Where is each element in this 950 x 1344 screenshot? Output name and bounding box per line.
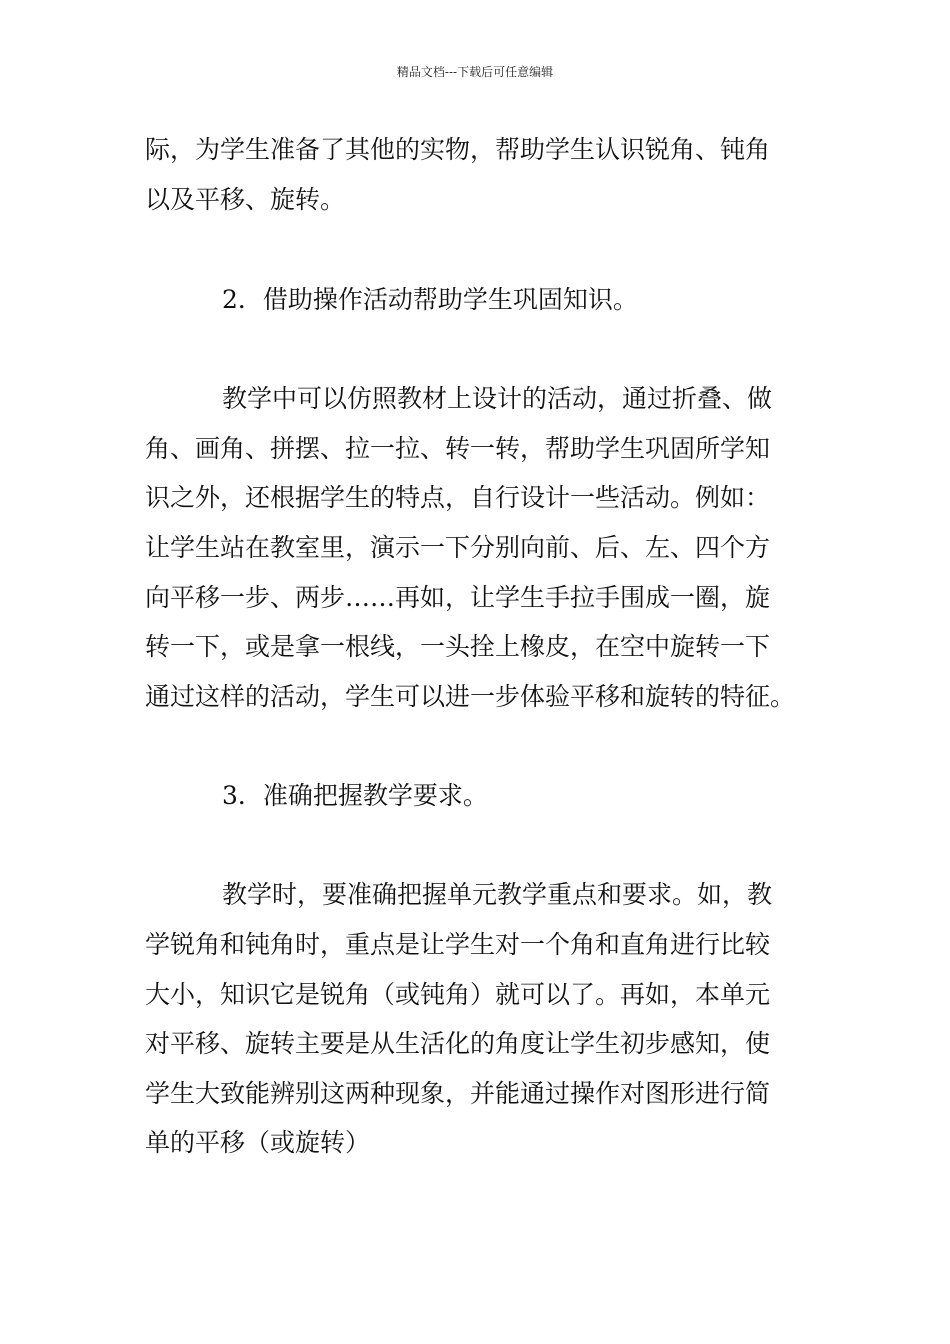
text-line: 以及平移、旋转。 — [145, 185, 346, 214]
text-line: 单的平移（或旋转） — [145, 1128, 371, 1157]
text-line: 向平移一步、两步……再如，让学生手拉手围成一圈，旋 — [145, 583, 771, 612]
text-line: 际，为学生准备了其他的实物，帮助学生认识锐角、钝角 — [145, 135, 771, 164]
text-line: 转一下，或是拿一根线，一头拴上橡皮，在空中旋转一下 — [145, 632, 771, 661]
text-line: 学锐角和钝角时，重点是让学生对一个角和直角进行比较 — [145, 930, 771, 959]
page-header: 精品文档---下载后可任意编辑 — [396, 65, 554, 79]
text-line: 识之外，还根据学生的特点，自行设计一些活动。例如： — [145, 483, 771, 512]
text-line: 角、画角、拼摆、拉一拉、转一转，帮助学生巩固所学知 — [145, 434, 771, 463]
text-line: 教学中可以仿照教材上设计的活动，通过折叠、做 — [222, 384, 773, 413]
text-line: 教学时，要准确把握单元教学重点和要求。如，教 — [222, 880, 773, 909]
section-heading-3: 3．准确把握教学要求。 — [222, 781, 488, 810]
section-heading-2: 2．借助操作活动帮助学生巩固知识。 — [222, 285, 638, 314]
text-line: 学生大致能辨别这两种现象，并能通过操作对图形进行简 — [145, 1079, 771, 1108]
text-line: 对平移、旋转主要是从生活化的角度让学生初步感知，使 — [145, 1029, 771, 1058]
text-line: 通过这样的活动，学生可以进一步体验平移和旋转的特征。 — [145, 682, 796, 711]
text-line: 让学生站在教室里，演示一下分别向前、后、左、四个方 — [145, 533, 771, 562]
text-line: 大小，知识它是锐角（或钝角）就可以了。再如，本单元 — [145, 980, 771, 1009]
